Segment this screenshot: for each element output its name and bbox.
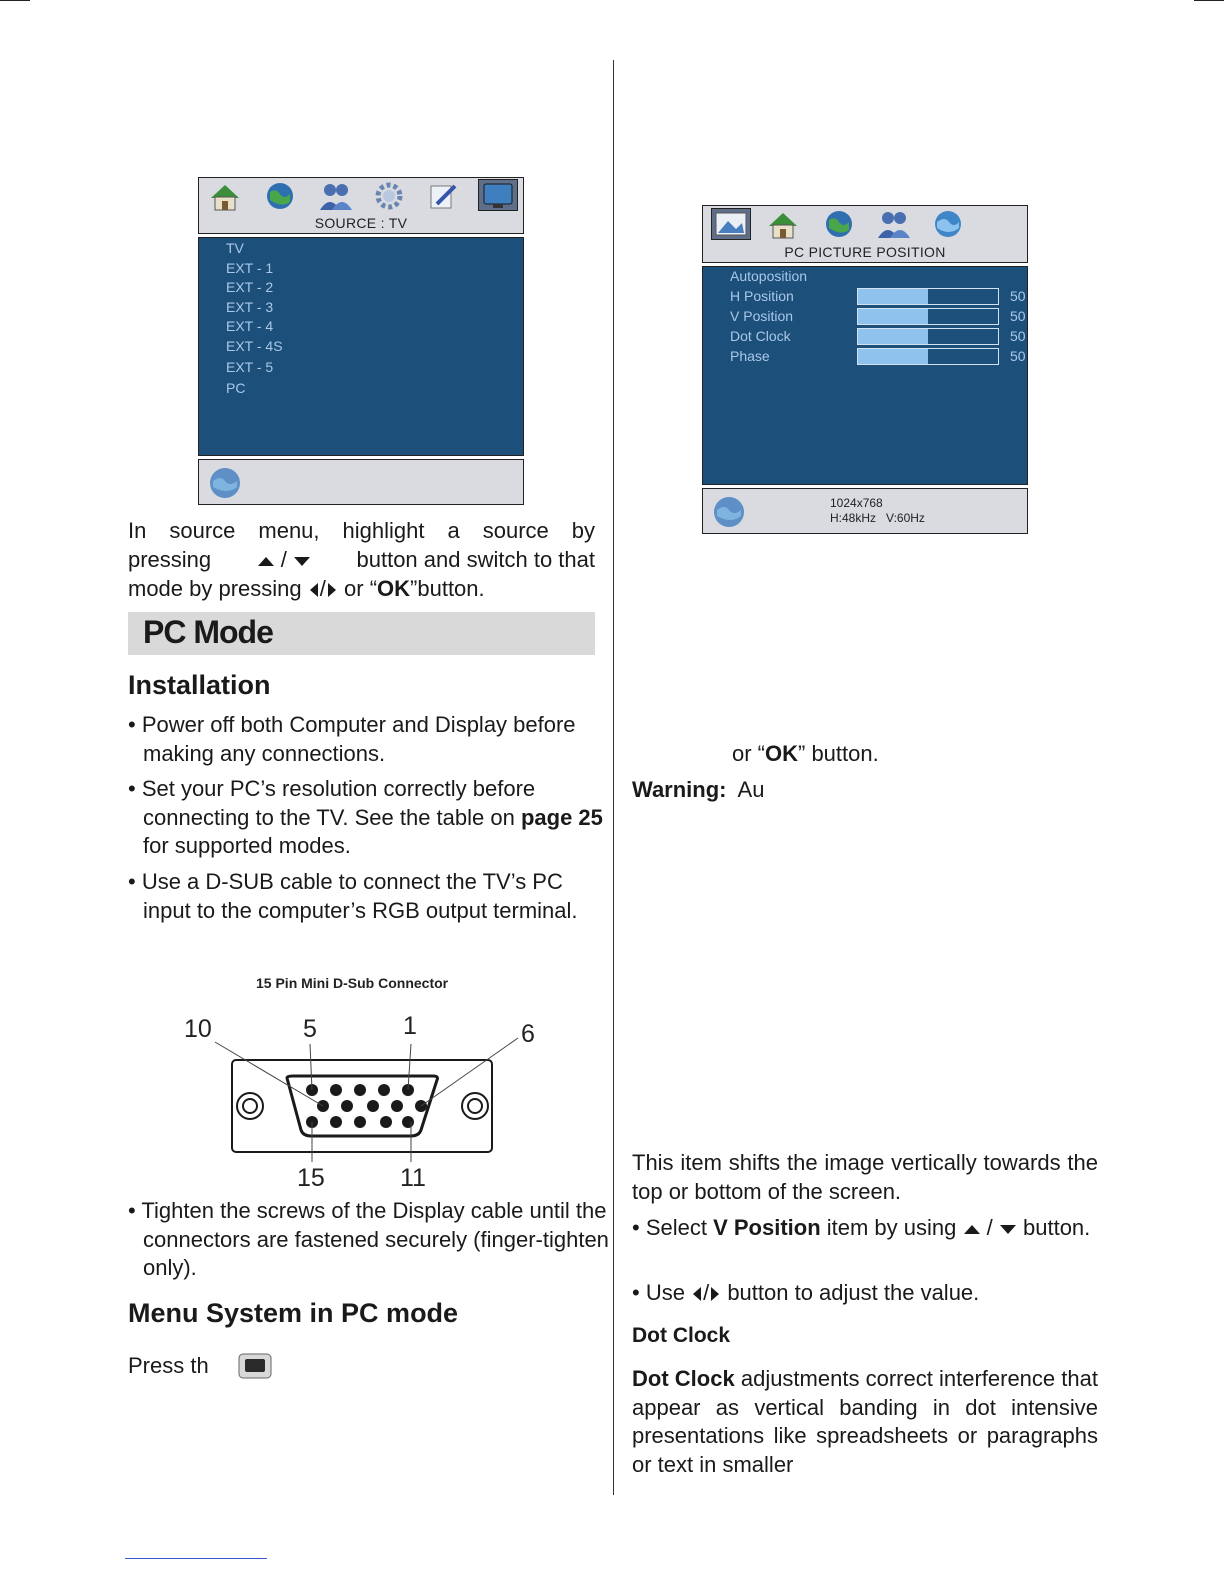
v-position-paragraph: This item shifts the image vertically towards the top or bottom of the screen.: [632, 1150, 1098, 1204]
text: ” button.: [798, 741, 879, 766]
phase-slider[interactable]: [857, 348, 999, 365]
bullet-resolution: [128, 775, 610, 861]
globe-icon[interactable]: [819, 208, 859, 240]
text: item by using: [820, 1215, 957, 1240]
down-arrow-icon: [293, 555, 311, 567]
source-paragraph-line3: [128, 575, 595, 604]
page-ref: page 25: [520, 804, 603, 830]
phase-value: 50: [1010, 348, 1026, 364]
text: button.: [1023, 1215, 1091, 1240]
dot-clock-value: 50: [1010, 328, 1026, 344]
press-text: Press th: [128, 1353, 209, 1378]
bullet-tighten: • Tighten the screws of the Display cable until the connectors are fastened securely (finger-tighten only).: [128, 1198, 609, 1280]
source-item[interactable]: PC: [226, 380, 246, 396]
warning-text: Au: [737, 777, 765, 802]
up-arrow-icon: [963, 1223, 981, 1235]
pin-label-5: 5: [303, 1015, 317, 1043]
slash: /: [319, 576, 326, 601]
pin-label-15: 15: [297, 1164, 325, 1192]
left-arrow-icon: [691, 1286, 703, 1302]
source-menu-list: [198, 237, 524, 456]
source-item[interactable]: TV: [226, 240, 244, 256]
source-item[interactable]: EXT - 1: [226, 260, 274, 276]
source-item[interactable]: EXT - 4S: [226, 338, 283, 354]
pc-item-dot-clock[interactable]: Dot Clock: [730, 328, 791, 344]
connector-caption: 15 Pin Mini D-Sub Connector: [256, 975, 449, 991]
text: or “: [344, 576, 378, 601]
menu-system-heading: Menu System in PC mode: [128, 1298, 459, 1328]
crop-mark-right: [1194, 0, 1224, 1]
slider-fill: [858, 289, 928, 304]
installation-heading: Installation: [128, 670, 271, 700]
globe-footer-icon: [207, 465, 243, 501]
pc-menu-title: PC PICTURE POSITION: [784, 244, 946, 260]
pc-mode-banner: [128, 612, 595, 655]
globe-icon[interactable]: [260, 180, 300, 212]
up-down-arrows: [257, 546, 311, 575]
warning-label: Warning:: [632, 777, 727, 802]
ok-label: OK: [377, 576, 411, 601]
globe-footer-icon: [711, 494, 747, 530]
source-menu-title: SOURCE : TV: [314, 215, 408, 231]
text: for supported modes.: [143, 833, 351, 858]
dot-clock-term: Dot Clock: [632, 1366, 735, 1391]
pin-label-6: 6: [521, 1020, 535, 1048]
column-divider: [613, 60, 614, 1495]
footer-rule: [125, 1558, 267, 1559]
v-position-slider[interactable]: [857, 308, 999, 325]
dot-clock-heading: Dot Clock: [632, 1324, 731, 1347]
people-icon[interactable]: [874, 208, 914, 240]
source-menu-footer: [198, 459, 524, 505]
up-arrow-icon: [257, 555, 275, 567]
text: ”button.: [410, 576, 485, 601]
gear-icon[interactable]: [369, 180, 409, 212]
monitor-icon[interactable]: [478, 179, 518, 211]
bullet-select-v-position: [632, 1214, 1113, 1243]
home-icon[interactable]: [205, 180, 245, 212]
warning-line: [632, 776, 764, 805]
text: • Use: [632, 1280, 685, 1305]
text: button to adjust the value.: [727, 1280, 980, 1305]
source-paragraph-line2: [128, 546, 595, 575]
dot-clock-paragraph: [632, 1365, 1098, 1479]
pc-item-h-position[interactable]: H Position: [730, 288, 794, 304]
source-item[interactable]: EXT - 4: [226, 318, 274, 334]
slider-fill: [858, 309, 928, 324]
bullet-power-off: • Power off both Computer and Display before making any connections.: [128, 712, 576, 766]
pin-label-10: 10: [184, 1015, 212, 1043]
h-position-slider[interactable]: [857, 288, 999, 305]
source-menu-header: [198, 177, 524, 234]
v-position-label: V Position: [713, 1215, 821, 1240]
bullet-use-arrows: [632, 1279, 1113, 1308]
pc-item-autoposition[interactable]: Autoposition: [730, 268, 808, 284]
resolution-readout: 1024x768: [830, 496, 883, 510]
dsub-connector-diagram: [175, 1010, 555, 1195]
ok-label: OK: [765, 741, 798, 766]
text: or “: [732, 741, 765, 766]
pc-item-v-position[interactable]: V Position: [730, 308, 794, 324]
text: • Select: [632, 1215, 714, 1240]
crop-mark-left: [0, 0, 30, 1]
right-arrow-icon: [326, 582, 338, 598]
source-item[interactable]: EXT - 2: [226, 279, 274, 295]
down-arrow-icon: [999, 1223, 1017, 1235]
text: mode by pressing: [128, 576, 302, 601]
source-item[interactable]: EXT - 3: [226, 299, 274, 315]
h-position-value: 50: [1010, 288, 1026, 304]
dot-clock-slider[interactable]: [857, 328, 999, 345]
source-paragraph-line1: In source menu, highlight a source by: [128, 518, 595, 543]
text: pressing: [128, 547, 212, 572]
pc-menu-footer: [702, 488, 1028, 534]
pc-item-phase[interactable]: Phase: [730, 348, 770, 364]
slider-fill: [858, 329, 928, 344]
pc-menu-header: [702, 205, 1028, 263]
bullet-dsub: • Use a D-SUB cable to connect the TV’s PC input to the computer’s RGB output terminal.: [128, 869, 578, 923]
slash: /: [280, 547, 287, 572]
pc-menu-list: [702, 266, 1028, 485]
slider-fill: [858, 349, 928, 364]
left-arrow-icon: [308, 582, 320, 598]
picture-icon[interactable]: [711, 208, 751, 240]
source-item[interactable]: EXT - 5: [226, 359, 274, 375]
pencil-icon[interactable]: [423, 180, 463, 212]
v-position-value: 50: [1010, 308, 1026, 324]
globe-blue-icon[interactable]: [928, 208, 968, 240]
pin-label-11: 11: [400, 1164, 426, 1192]
home-icon[interactable]: [763, 208, 803, 240]
menu-button-icon: [238, 1353, 272, 1379]
right-arrow-icon: [709, 1286, 721, 1302]
slash: /: [986, 1215, 993, 1240]
text: button and switch to that: [356, 547, 595, 572]
text: adjustments correct interference that appear as vertical banding in dot intensive presentations like spreadsheets or paragraphs or text in smaller: [632, 1366, 1098, 1477]
text: • Set your PC’s resolution correctly before connecting to the TV. See the table on: [128, 776, 536, 830]
slash: /: [703, 1280, 710, 1305]
pc-mode-title: PC Mode: [143, 614, 273, 650]
people-icon[interactable]: [316, 180, 356, 212]
ok-button-text: [732, 740, 879, 769]
frequency-readout: H:48kHz V:60Hz: [830, 511, 925, 525]
pin-label-1: 1: [403, 1012, 417, 1040]
